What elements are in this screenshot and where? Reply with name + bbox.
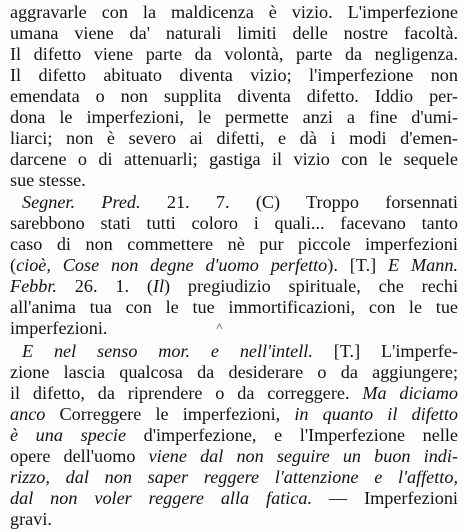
gloss: cioè, Cose non degne d'uomo perfetto bbox=[16, 255, 328, 275]
text-line: gravi. bbox=[10, 509, 52, 529]
text-line: opere dell'uomo viene dal non seguire un buon indi- bbox=[10, 446, 458, 466]
citation-source: Febbr. bbox=[10, 276, 57, 296]
text-line: Febbr. 26. 1. (Il) pregiudizio spirituale, che rechi bbox=[10, 276, 459, 296]
text-line: darcene o di attenuarli; gastiga il vizio con le sequele bbox=[10, 149, 458, 169]
text-line: dal non voler reggere alla fatica. — Imperfezioni bbox=[10, 488, 458, 508]
text-line: imperfezioni. bbox=[10, 318, 108, 338]
text-line: caso di non commettere nè pur piccole imperfezioni bbox=[10, 234, 458, 254]
text-line: dona le imperfezioni, le permette anzi a fine d'umi- bbox=[10, 107, 458, 127]
sense-line: E nel senso mor. e nell'intell. [T.] L'imperfe- bbox=[22, 341, 458, 361]
print-speck: ˄ bbox=[216, 319, 223, 333]
text-line: umana viene da' naturali limiti delle nostre facoltà. bbox=[10, 23, 458, 43]
text-line: rizzo, dal non saper reggere l'attenzione e l'affetto, bbox=[10, 467, 458, 487]
citation-source: E Mann. bbox=[388, 255, 459, 275]
text-line: sarebbono stati tutti coloro i quali... facevano tanto bbox=[10, 213, 458, 233]
text-line: liarci; non è severo ai difetti, e dà i modi d'emen- bbox=[10, 128, 458, 148]
text-line: anco Correggere le imperfezioni, in quanto il difetto bbox=[10, 404, 459, 424]
citation-source: Segner. Pred. bbox=[22, 192, 141, 212]
text-line: è una specie d'imperfezione, e l'Imperfezione nelle bbox=[10, 425, 458, 445]
text-line: all'anima tua con le tue immortificazioni, con le tue bbox=[10, 297, 458, 317]
text-line: Il difetto abituato diventa vizio; l'imperfezione non bbox=[10, 65, 458, 85]
sense-label: E nel senso mor. e nell'intell. bbox=[22, 341, 313, 361]
text-line: zione lascia qualcosa da desiderare o da aggiungere; bbox=[10, 362, 458, 382]
text-line: aggravarle con la maldicenza è vizio. L'imperfezione bbox=[10, 2, 458, 22]
text-line: sue stesse. bbox=[10, 170, 86, 190]
text-line: (cioè, Cose non degne d'uomo perfetto). [T.] E Mann. bbox=[10, 255, 459, 275]
text-line: Il difetto viene parte da volontà, parte da negligenza. bbox=[10, 44, 458, 64]
text-line: emendata o non supplita diventa difetto. Iddio per- bbox=[10, 86, 458, 106]
citation-line: Segner. Pred. 21. 7. (C) Troppo forsennati bbox=[22, 192, 458, 212]
text-line: il difetto, da riprendere o da correggere. Ma diciamo bbox=[10, 383, 458, 403]
